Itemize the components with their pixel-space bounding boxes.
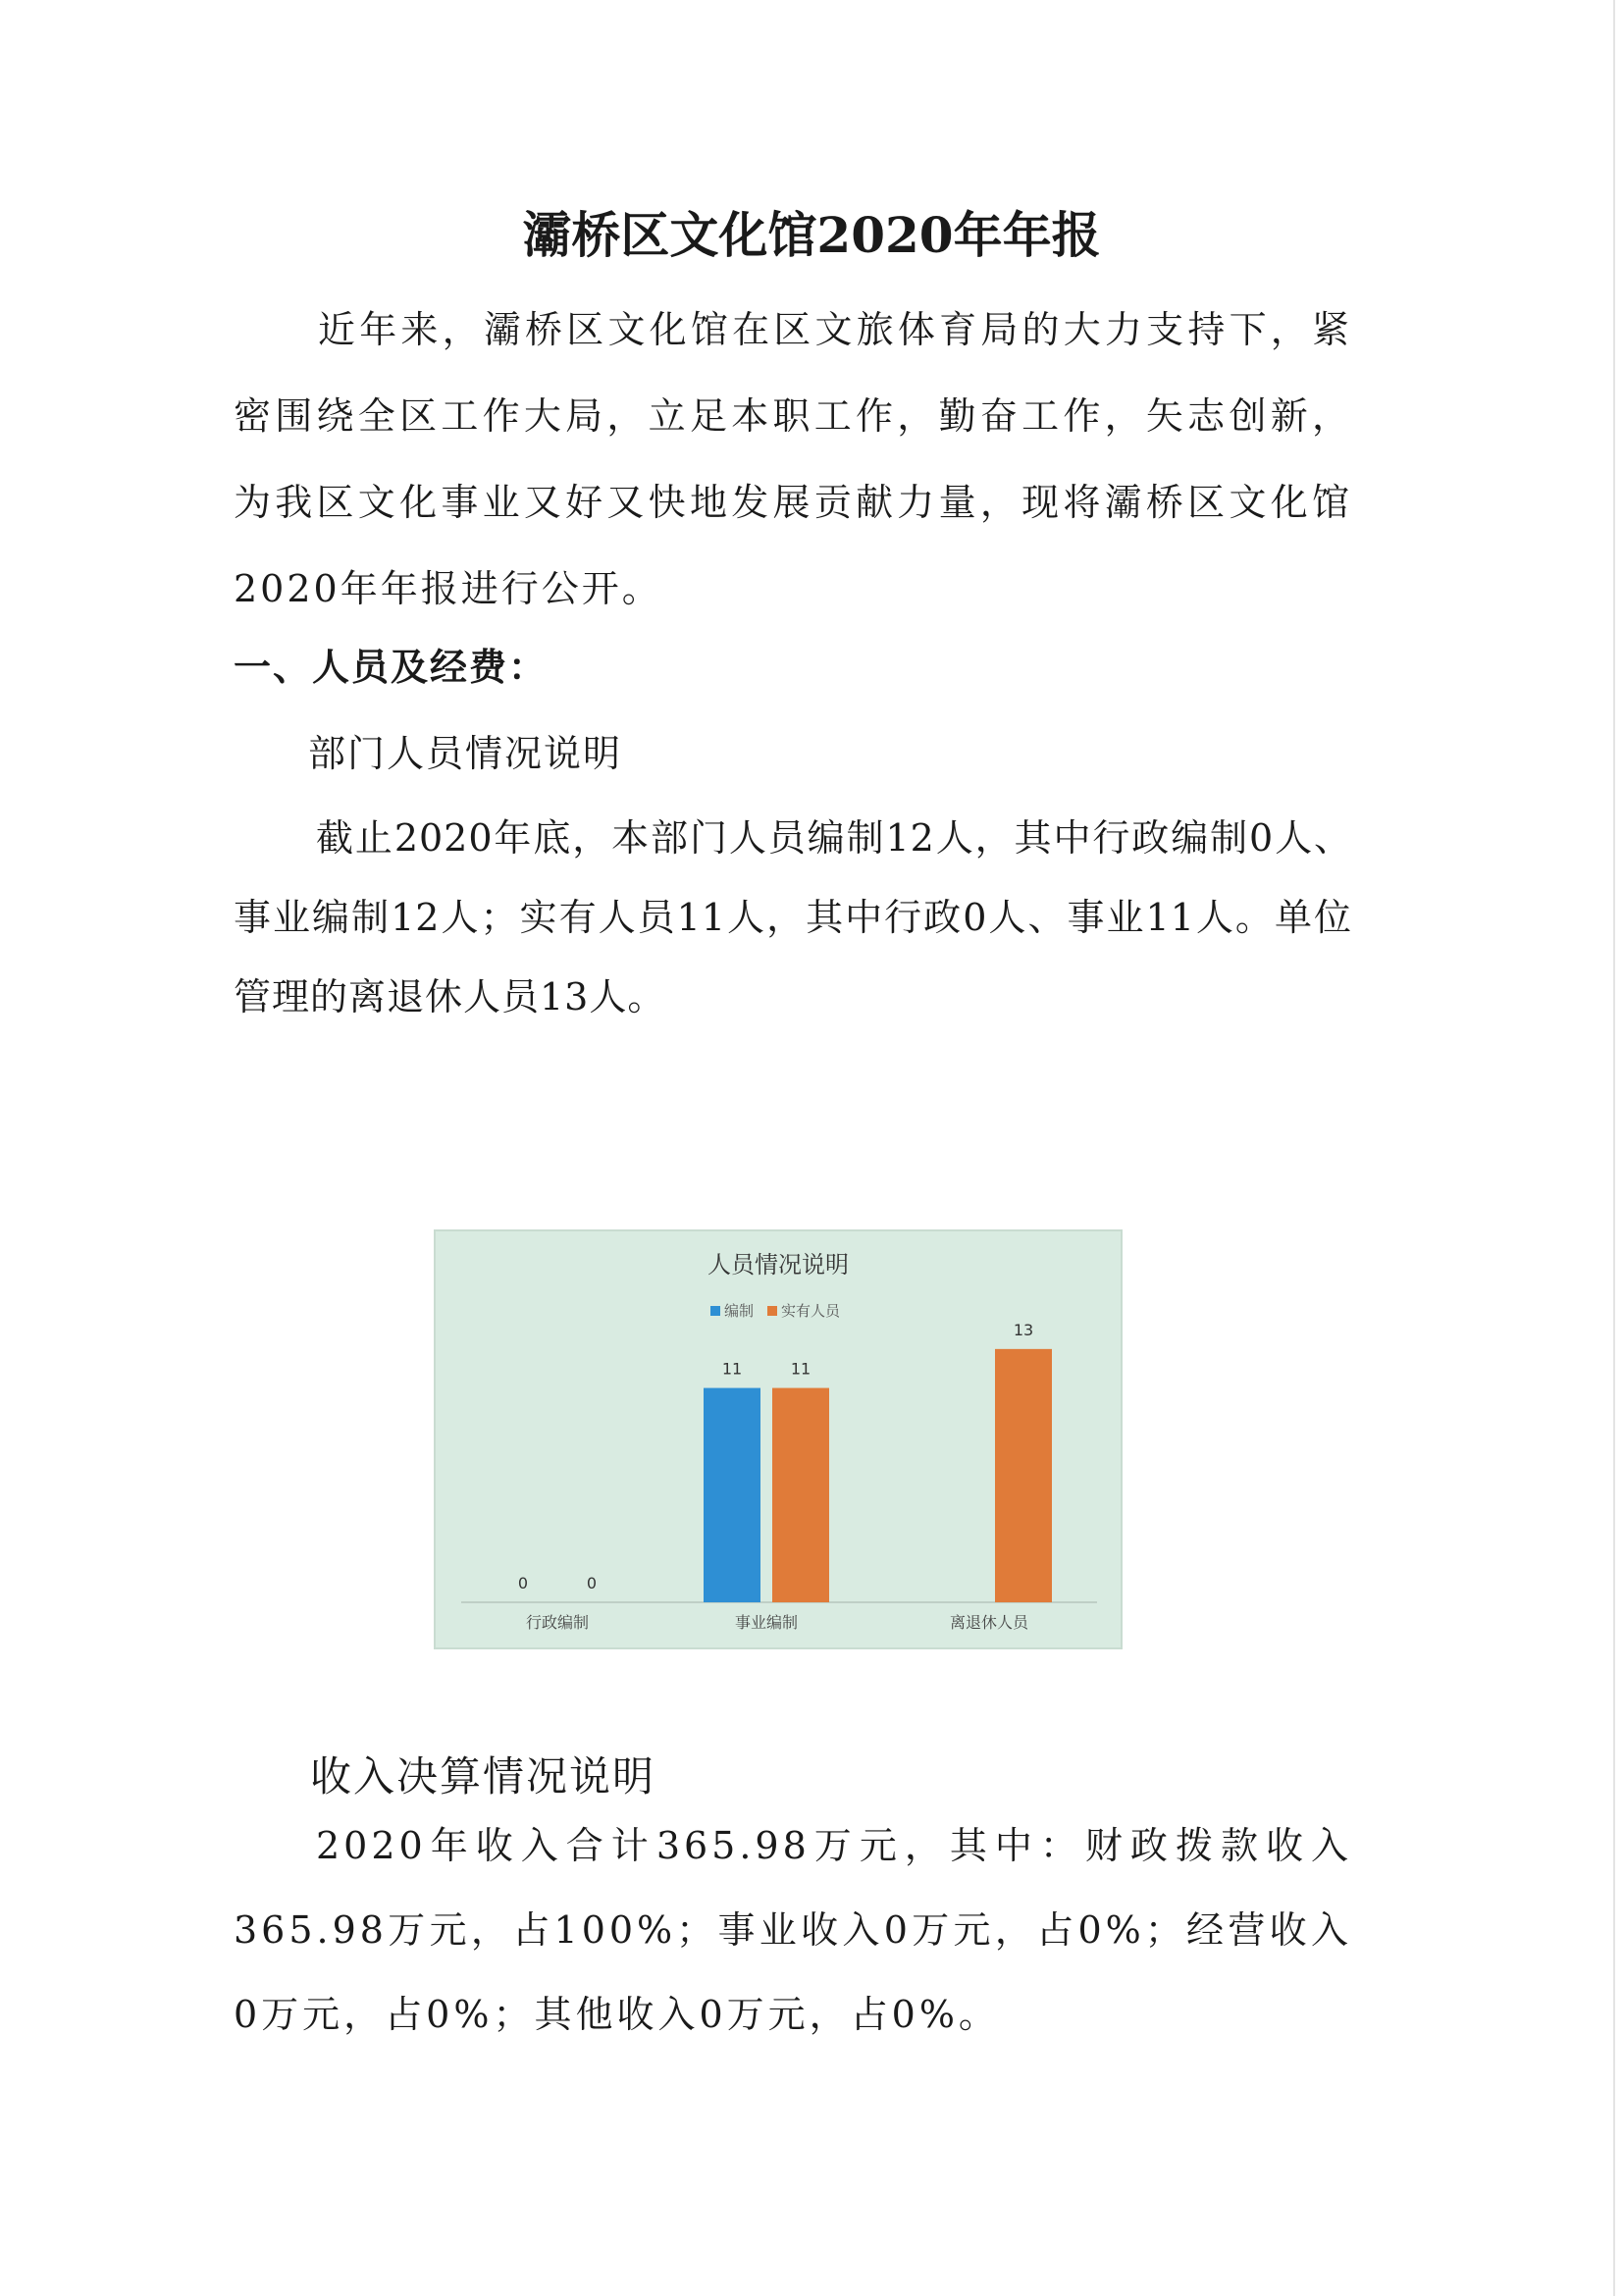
staff-subheading: 部门人员情况说明 [308, 732, 623, 775]
x-tick-label-3: 离退休人员 [949, 1613, 1029, 1632]
staff-chart [434, 1229, 1123, 1649]
scan-edge-line [1613, 0, 1615, 2296]
staff-chart-svg [436, 1231, 1121, 1647]
chart-x-ticks [526, 1613, 1029, 1632]
bar-2-2 [772, 1388, 829, 1602]
bar-2-3 [995, 1349, 1052, 1602]
income-paragraph: 2020年收入合计365.98万元，其中：财政拨款收入365.98万元，占100%；事业收入0万元，占0%；经营收入0万元，占0%；其他收入0万元，占0%。 [234, 1824, 1352, 2036]
data-label-2-1: 0 [586, 1574, 598, 1592]
data-label-1-2: 11 [721, 1359, 743, 1379]
income-subheading: 收入决算情况说明 [310, 1752, 656, 1800]
data-label-2-3: 13 [1013, 1320, 1034, 1339]
chart-bars [704, 1349, 1052, 1602]
legend-swatch-1 [710, 1306, 720, 1316]
legend-swatch-2 [767, 1306, 777, 1316]
x-tick-label-1: 行政编制 [525, 1613, 590, 1632]
x-tick-label-2: 事业编制 [734, 1613, 799, 1632]
intro-paragraph: 近年来，灞桥区文化馆在区文旅体育局的大力支持下，紧密围绕全区工作大局，立足本职工作，勤奋工作，矢志创新，为我区文化事业又好又快地发展贡献力量，现将灞桥区文化馆2020年年报进行公开。 [234, 308, 1352, 610]
chart-legend [710, 1302, 841, 1320]
legend-label-2: 实有人员 [781, 1302, 841, 1320]
chart-title: 人员情况说明 [707, 1251, 849, 1278]
staff-paragraph: 截止2020年底，本部门人员编制12人，其中行政编制0人、事业编制12人；实有人员11人，其中行政0人、事业11人。单位管理的离退休人员13人。 [234, 816, 1352, 1018]
page-title: 灞桥区文化馆2020年年报 [522, 206, 1101, 264]
data-label-2-2: 11 [790, 1359, 812, 1379]
data-label-1-1: 0 [517, 1574, 529, 1592]
bar-1-2 [704, 1388, 760, 1602]
section-heading-staff-funds: 一、人员及经费： [234, 645, 549, 689]
legend-label-1: 编制 [724, 1302, 755, 1320]
